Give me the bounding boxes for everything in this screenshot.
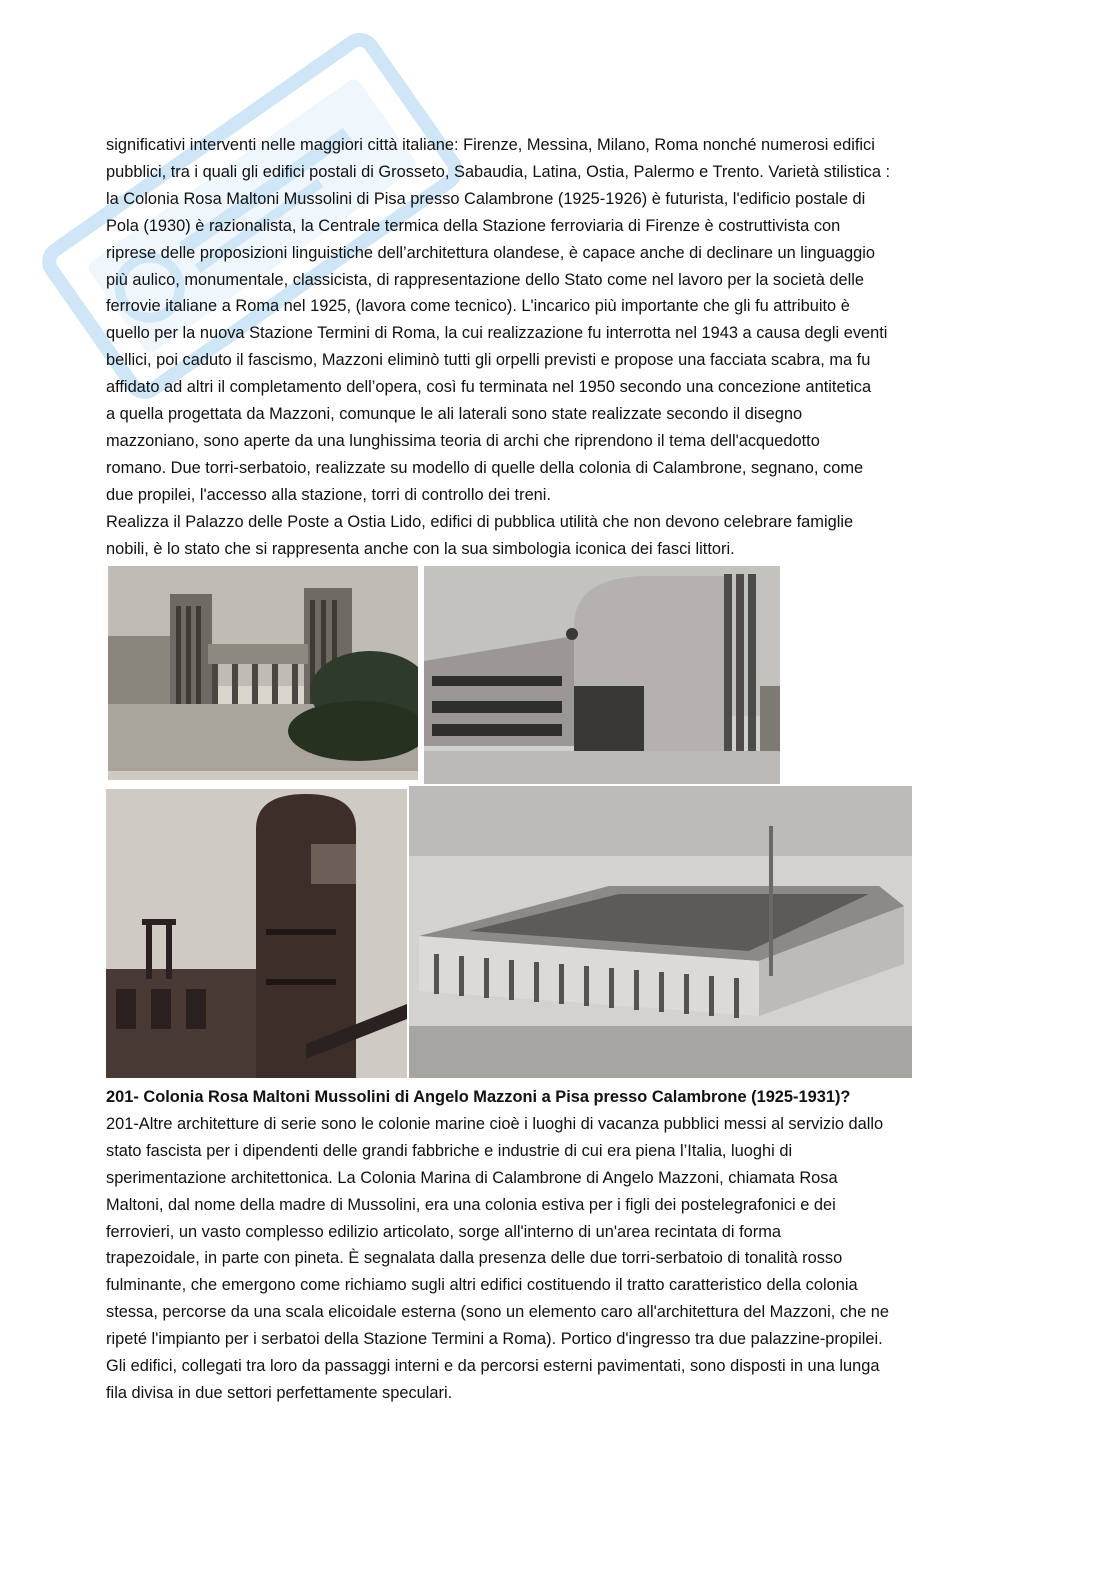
text-line: a quella progettata da Mazzoni, comunque le ali laterali sono state realizzate secondo il disegno [106,405,803,424]
text-line: più aulico, monumentale, classicista, di rappresentazione dello Stato come nel lavoro per la società delle [106,270,865,289]
text-line: trapezoidale, in parte con pineta. È segnalata dalla presenza delle due torri-serbatoio di tonalità rosso [106,1249,843,1268]
text-line: due propilei, l'accesso alla stazione, torri di controllo dei treni. [106,485,551,504]
text-line: stato fascista per i dipendenti delle grandi fabbriche e industrie di cui era piena l’Italia, luoghi di [106,1141,793,1160]
text-line: fila divisa in due settori perfettamente speculari. [106,1383,453,1402]
text-line: Maltoni, dal nome della madre di Mussolini, era una colonia estiva per i figli dei postelegrafonici e dei [106,1195,836,1214]
intro-paragraph [106,132,1011,563]
text-line: affidato ad altri il completamento dell’opera, così fu terminata nel 1950 secondo una concezione antitetica [106,378,872,397]
text-line: riprese delle proposizioni linguistiche dell’architettura olandese, è capace anche di declinare un linguaggio [106,243,876,262]
text-line: sperimentazione architettonica. La Colonia Marina di Calambrone di Angelo Mazzoni, chiamata Rosa [106,1168,838,1187]
text-line: nobili, è lo stato che si rappresenta anche con la sua simbologia iconica dei fasci littori. [106,539,735,558]
section-heading: 201- Colonia Rosa Maltoni Mussolini di Angelo Mazzoni a Pisa presso Calambrone (1925-1931)? [106,1088,851,1106]
text-line: Pola (1930) è razionalista, la Centrale termica della Stazione ferroviaria di Firenze è costruttivista con [106,216,841,235]
text-line: Realizza il Palazzo delle Poste a Ostia Lido, edifici di pubblica utilità che non devono celebrare famiglie [106,512,854,531]
photo-pola-post-office [424,566,780,784]
text-line: bellici, poi caduto il fascismo, Mazzoni eliminò tutti gli orpelli previsti e propose una facciata scabra, ma fu [106,351,871,370]
text-line: stessa, percorse da una scala elicoidale esterna (sono un elemento caro all'architettura del Mazzoni, che ne [106,1303,890,1322]
text-line: mazzoniano, sono aperte da una lunghissima teoria di archi che riprendono il tema dell'acquedotto [106,431,820,450]
text-line: ferrovieri, un vasto complesso edilizio articolato, sorge all'interno di un'area recintata di forma [106,1222,781,1241]
text-line: pubblici, tra i quali gli edifici postali di Grosseto, Sabaudia, Latina, Ostia, Palermo e Trento. Varietà stilistica : [106,162,891,181]
text-line: romano. Due torri-serbatoio, realizzate su modello di quelle della colonia di Calambrone, segnano, come [106,458,864,477]
text-line: ripeté l'impianto per i serbatoi della Stazione Termini a Roma). Portico d'ingresso tra due palazzine-propilei. [106,1330,883,1349]
photo-colonia-calambrone [108,566,418,780]
photo-water-tower [106,789,407,1078]
text-line: fulminante, che emergono come richiamo sugli altri edifici costituendo il tratto caratteristico della colonia [106,1276,858,1295]
section-201 [106,1084,1011,1407]
text-line: Gli edifici, collegati tra loro da passaggi interni e da percorsi esterni pavimentati, sono disposti in una lunga [106,1357,880,1376]
text-line: ferrovie italiane a Roma nel 1925, (lavora come tecnico). L'incarico più importante che gli fu attribuito è [106,297,850,316]
text-line: significativi interventi nelle maggiori città italiane: Firenze, Messina, Milano, Roma nonché numerosi edifici [106,136,875,154]
text-line: quello per la nuova Stazione Termini di Roma, la cui realizzazione fu interrotta nel 1943 a causa degli eventi [106,324,888,343]
text-line: la Colonia Rosa Maltoni Mussolini di Pisa presso Calambrone (1925-1926) è futurista, l'edificio postale di [106,189,866,208]
text-line: 201-Altre architetture di serie sono le colonie marine cioè i luoghi di vacanza pubblici messi al servizio dallo [106,1114,884,1133]
photo-termini-station-aerial [409,786,912,1078]
